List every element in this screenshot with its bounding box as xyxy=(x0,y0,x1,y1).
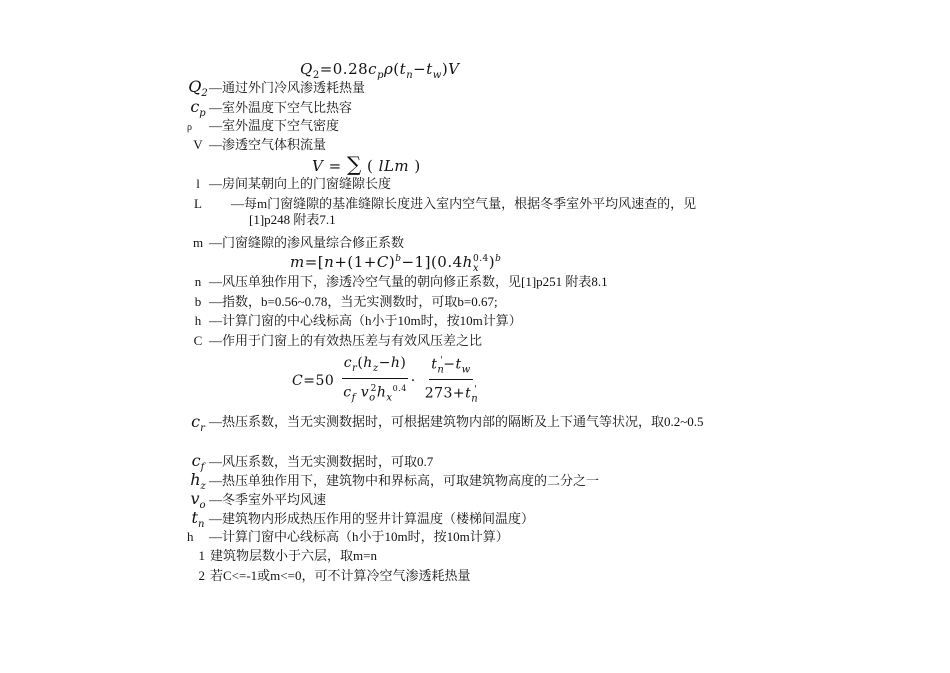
def-text: —每m门窗缝隙的基准缝隙长度进入室内空气量，根据冬季室外平均风速查的，见[1]p248 附表7.1 xyxy=(231,196,697,227)
fraction-pressure: $\frac{c_r(h_z-h)}{c_f v_o^2h_x^{0.4}}$ xyxy=(343,354,407,404)
note-text: 建筑物层数小于六层，取m=n xyxy=(210,548,377,563)
def-text: —热压单独作用下，建筑物中和界标高，可取建筑物高度的二分之一 xyxy=(209,473,600,488)
note-text: 若C<=-1或m<=0，可不计算冷空气渗透耗热量 xyxy=(210,568,471,583)
def-n xyxy=(187,274,747,290)
def-symbol: C xyxy=(193,333,203,348)
def-text: —室外温度下空气比热容 xyxy=(209,100,353,115)
def-symbol: m xyxy=(192,235,204,250)
def-symbol: ρ xyxy=(187,122,192,133)
def-symbol: b xyxy=(194,294,202,309)
def-symbol: $v_o$ xyxy=(190,489,206,511)
def-symbol: $c_p$ xyxy=(190,97,206,119)
def-text: —作用于门窗上的有效热压差与有效风压差之比 xyxy=(209,333,483,348)
def-cr xyxy=(187,414,747,437)
def-text: —风压单独作用下，渗透冷空气量的朝向修正系数，见[1]p251 附表8.1 xyxy=(209,274,608,289)
def-symbol: V xyxy=(193,137,203,152)
def-symbol: $c_r$ xyxy=(191,412,205,434)
def-text: —建筑物内形成热压作用的竖井计算温度（楼梯间温度） xyxy=(209,511,535,526)
def-symbol: $c_f$ xyxy=(191,451,205,473)
note-number: 1 xyxy=(198,548,205,563)
def-text: —热压系数，当无实测数据时，可根据建筑物内部的隔断及上下通气等状况，取0.2~0.5 xyxy=(209,414,704,429)
def-text: —房间某朝向上的门窗缝隙长度 xyxy=(209,176,392,191)
fraction-temperature: $\frac{t_n'-t_w}{273+t_n'}$ xyxy=(423,352,480,410)
def-text: —风压系数，当无实测数据时，可取0.7 xyxy=(209,454,434,469)
def-m xyxy=(187,235,747,251)
def-symbol: L xyxy=(194,196,202,211)
formula-v: V = ∑ ( lLm ) xyxy=(312,152,421,176)
note-1 xyxy=(187,548,747,564)
def-symbol: $t_n$ xyxy=(191,508,205,530)
def-symbol: n xyxy=(194,274,202,289)
formula-q2: $Q_2=0.28c_p\rho(t_n-t_w)V$ xyxy=(300,60,460,81)
def-text: —冬季室外平均风速 xyxy=(209,492,327,507)
note-2 xyxy=(187,568,747,584)
def-h2 xyxy=(187,529,747,545)
def-v xyxy=(187,137,747,153)
def-text: —计算门窗的中心线标高（h小于10m时，按10m计算） xyxy=(209,313,522,328)
def-text: —指数，b=0.56~0.78，当无实测数时，可取b=0.67; xyxy=(209,294,498,309)
def-symbol: $h_z$ xyxy=(190,470,206,492)
def-c xyxy=(187,333,747,349)
def-symbol: l xyxy=(196,176,200,191)
formula-c: C=50 $\frac{c_r(h_z-h)}{c_f v_o^2h_x^{0.4}}$ · $\frac{t_n'-t_w}{273+t_n'}$ xyxy=(292,352,481,410)
def-symbol: h xyxy=(194,313,202,328)
def-rho xyxy=(187,118,747,136)
def-text: —室外温度下空气密度 xyxy=(209,118,340,133)
def-symbol: $Q_2$ xyxy=(188,77,208,99)
def-symbol: h xyxy=(187,529,194,544)
def-b xyxy=(187,294,747,310)
def-text: —渗透空气体积流量 xyxy=(209,137,327,152)
note-number: 2 xyxy=(198,568,205,583)
def-h xyxy=(187,313,747,329)
def-text: —门窗缝隙的渗风量综合修正系数 xyxy=(209,235,405,250)
def-text: —通过外门冷风渗透耗热量 xyxy=(209,80,366,95)
def-text: —计算门窗中心线标高（h小于10m时，按10m计算） xyxy=(209,529,509,544)
def-l xyxy=(187,176,747,192)
formula-m: $m=[n+(1+C)^b-1](0.4h_x^{0.4})^b$ xyxy=(290,253,502,274)
def-L xyxy=(187,196,747,228)
